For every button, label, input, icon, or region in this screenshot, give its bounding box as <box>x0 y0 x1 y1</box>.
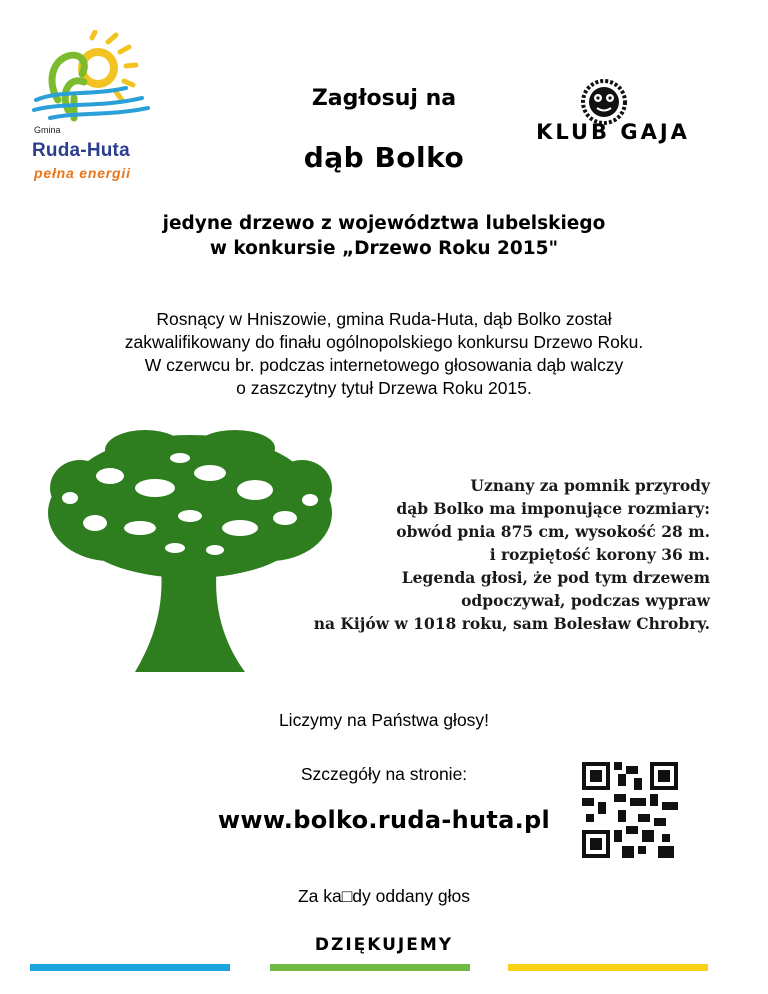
decor-bar-green <box>270 964 470 971</box>
oak-tree-icon <box>40 428 340 678</box>
call-to-action: Liczymy na Państwa głosy! <box>278 710 490 730</box>
intro-line: zakwalifikowany do finału ogólnopolskiego konkursu Drzewo Roku. <box>124 332 644 352</box>
qr-code-icon[interactable] <box>582 762 678 858</box>
tree-fact-line: i rozpiętość korony 36 m. <box>489 545 710 564</box>
intro-line: W czerwcu br. podczas internetowego głosowania dąb walczy <box>144 355 624 375</box>
logo-gmina-name: Ruda-Huta <box>32 140 130 161</box>
intro-line: o zaszczytny tytuł Drzewa Roku 2015. <box>236 378 532 398</box>
tree-fact-line: odpoczywał, podczas wypraw <box>461 591 710 610</box>
tree-fact-line: dąb Bolko ma imponujące rozmiary: <box>396 499 710 518</box>
subheadline-line-2: w konkursie „Drzewo Roku 2015" <box>209 238 559 259</box>
headline-line-1: Zagłosuj na <box>311 86 457 111</box>
subheadline-line-1: jedyne drzewo z województwa lubelskiego <box>162 213 606 234</box>
details-label: Szczegóły na stronie: <box>300 764 468 784</box>
klub-gaja-name: KLUB GAJA <box>536 120 690 144</box>
intro-line: Rosnący w Hniszowie, gmina Ruda-Huta, dąb Bolko został <box>156 309 612 329</box>
tree-fact-line: Legenda głosi, że pod tym drzewem <box>401 568 710 587</box>
thanks-text: DZIĘKUJEMY <box>314 935 454 955</box>
headline-line-2: dąb Bolko <box>303 141 465 174</box>
logo-small-label: Gmina <box>34 125 61 135</box>
decor-bar-blue <box>30 964 230 971</box>
tree-fact-line: obwód pnia 875 cm, wysokość 28 m. <box>396 522 710 541</box>
every-vote-text: Za ka□dy oddany głos <box>297 886 471 906</box>
decor-bar-yellow <box>508 964 708 971</box>
tree-fact-line: Uznany za pomnik przyrody <box>470 476 710 495</box>
tree-fact-line: na Kijów w 1018 roku, sam Bolesław Chrobry. <box>313 614 710 633</box>
website-link[interactable]: www.bolko.ruda-huta.pl <box>217 806 551 834</box>
logo-gmina-slogan: pełna energii <box>34 165 131 181</box>
